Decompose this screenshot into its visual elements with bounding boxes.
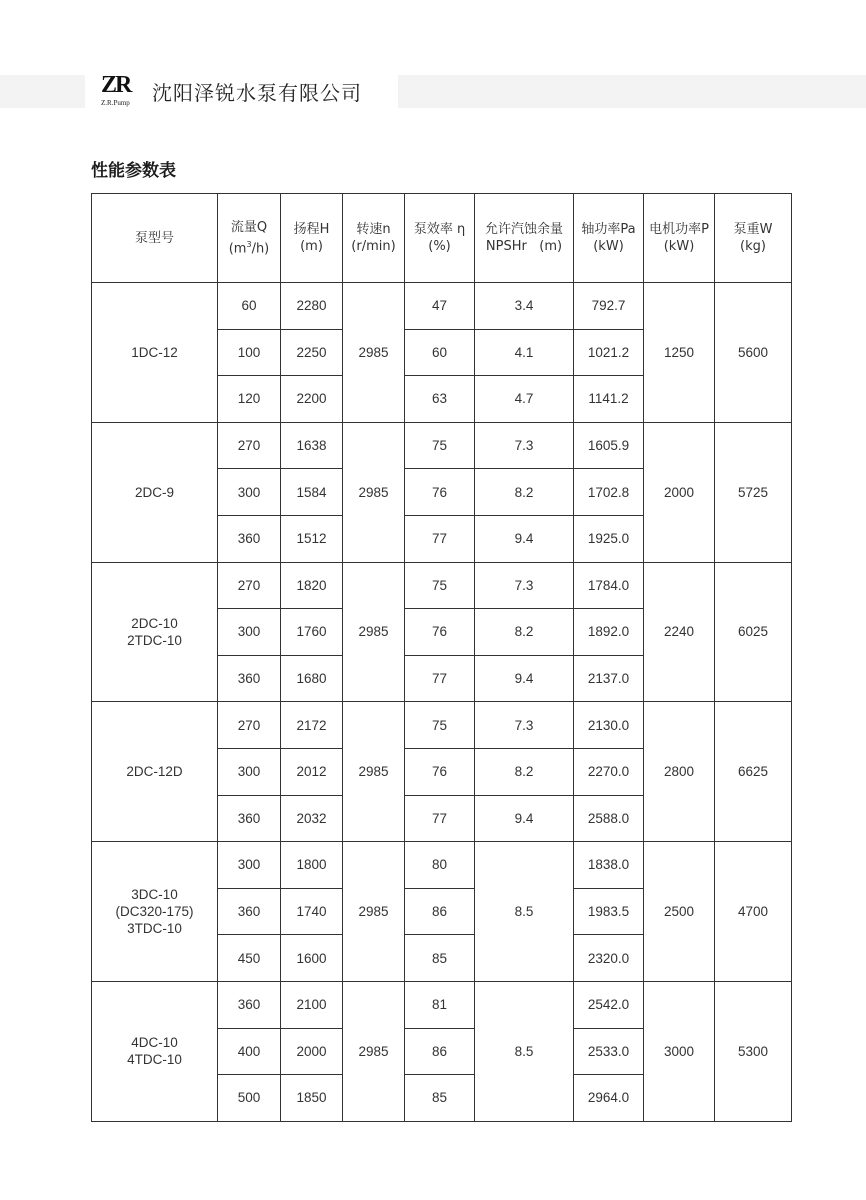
cell-flow: 300: [218, 609, 281, 656]
cell-shaft-power: 1892.0: [574, 609, 644, 656]
cell-weight: 5725: [715, 422, 792, 562]
cell-head: 1600: [281, 935, 343, 982]
cell-flow: 300: [218, 748, 281, 795]
cell-efficiency: 86: [405, 1028, 475, 1075]
col-header-flow: 流量Q $(m^3/h)$: [218, 194, 281, 283]
col-header-model: 泵型号: [92, 194, 218, 283]
cell-efficiency: 77: [405, 795, 475, 842]
table-body: [92, 283, 792, 1122]
cell-flow: 270: [218, 702, 281, 749]
cell-efficiency: 63: [405, 376, 475, 423]
cell-weight: 5300: [715, 981, 792, 1121]
logo-mark: ZR: [101, 72, 131, 98]
cell-flow: 360: [218, 515, 281, 562]
cell-flow: 360: [218, 655, 281, 702]
cell-npshr: 9.4: [475, 795, 574, 842]
cell-head: 2032: [281, 795, 343, 842]
cell-efficiency: 77: [405, 515, 475, 562]
col-header-weight: 泵重W (kg): [715, 194, 792, 283]
cell-efficiency: 76: [405, 469, 475, 516]
cell-motor-power: 2800: [644, 702, 715, 842]
col-header-npshr: 允许汽蚀余量 NPSHr (m): [475, 194, 574, 283]
cell-head: 1760: [281, 609, 343, 656]
performance-table: [91, 193, 792, 1122]
cell-flow: 120: [218, 376, 281, 423]
cell-shaft-power: 2542.0: [574, 981, 644, 1028]
cell-efficiency: 75: [405, 422, 475, 469]
cell-model: 1DC-12: [92, 283, 218, 423]
col-header-speed: 转速n (r/min): [343, 194, 405, 283]
cell-flow: 400: [218, 1028, 281, 1075]
cell-flow: 300: [218, 842, 281, 889]
cell-shaft-power: 2270.0: [574, 748, 644, 795]
cell-speed: 2985: [343, 702, 405, 842]
cell-head: 2000: [281, 1028, 343, 1075]
cell-efficiency: 60: [405, 329, 475, 376]
cell-model: 2DC-12D: [92, 702, 218, 842]
cell-flow: 360: [218, 795, 281, 842]
cell-npshr: 4.1: [475, 329, 574, 376]
cell-efficiency: 75: [405, 562, 475, 609]
table-row: [92, 702, 792, 749]
cell-npshr: 7.3: [475, 702, 574, 749]
table-row: [92, 842, 792, 889]
cell-motor-power: 1250: [644, 283, 715, 423]
cell-head: 1680: [281, 655, 343, 702]
table-row: [92, 562, 792, 609]
cell-npshr: 9.4: [475, 515, 574, 562]
cell-model: 2DC-9: [92, 422, 218, 562]
cell-flow: 450: [218, 935, 281, 982]
cell-weight: 6625: [715, 702, 792, 842]
cell-shaft-power: 1605.9: [574, 422, 644, 469]
cell-npshr: 4.7: [475, 376, 574, 423]
cell-head: 1820: [281, 562, 343, 609]
cell-efficiency: 81: [405, 981, 475, 1028]
cell-npshr: 8.5: [475, 842, 574, 982]
cell-head: 1740: [281, 888, 343, 935]
cell-shaft-power: 1838.0: [574, 842, 644, 889]
col-header-head: 扬程H (m): [281, 194, 343, 283]
cell-shaft-power: 1141.2: [574, 376, 644, 423]
cell-shaft-power: 1702.8: [574, 469, 644, 516]
cell-head: 2280: [281, 283, 343, 330]
cell-speed: 2985: [343, 842, 405, 982]
cell-efficiency: 85: [405, 1075, 475, 1122]
cell-efficiency: 47: [405, 283, 475, 330]
cell-head: 1638: [281, 422, 343, 469]
cell-shaft-power: 2533.0: [574, 1028, 644, 1075]
cell-npshr: 8.5: [475, 981, 574, 1121]
cell-npshr: 8.2: [475, 469, 574, 516]
cell-head: 2200: [281, 376, 343, 423]
company-logo: [101, 72, 147, 110]
table-header-row: [92, 194, 792, 283]
table-row: [92, 981, 792, 1028]
page-title: 性能参数表: [91, 161, 176, 181]
cell-speed: 2985: [343, 283, 405, 423]
cell-shaft-power: 792.7: [574, 283, 644, 330]
cell-flow: 500: [218, 1075, 281, 1122]
cell-head: 1850: [281, 1075, 343, 1122]
cell-head: 1512: [281, 515, 343, 562]
table-row: [92, 422, 792, 469]
cell-npshr: 8.2: [475, 609, 574, 656]
cell-head: 1584: [281, 469, 343, 516]
cell-flow: 300: [218, 469, 281, 516]
cell-shaft-power: 1925.0: [574, 515, 644, 562]
cell-weight: 4700: [715, 842, 792, 982]
cell-shaft-power: 1021.2: [574, 329, 644, 376]
company-name: 沈阳泽锐水泵有限公司: [152, 81, 362, 105]
col-header-shaft-power: 轴功率Pa (kW): [574, 194, 644, 283]
cell-head: 2250: [281, 329, 343, 376]
cell-npshr: 3.4: [475, 283, 574, 330]
cell-efficiency: 76: [405, 748, 475, 795]
cell-flow: 270: [218, 562, 281, 609]
cell-head: 2012: [281, 748, 343, 795]
cell-shaft-power: 2130.0: [574, 702, 644, 749]
cell-motor-power: 2240: [644, 562, 715, 702]
cell-motor-power: 2500: [644, 842, 715, 982]
cell-weight: 5600: [715, 283, 792, 423]
col-header-motor-power: 电机功率P (kW): [644, 194, 715, 283]
cell-shaft-power: 2588.0: [574, 795, 644, 842]
cell-model: 3DC-10 (DC320-175) 3TDC-10: [92, 842, 218, 982]
cell-shaft-power: 2320.0: [574, 935, 644, 982]
cell-flow: 100: [218, 329, 281, 376]
cell-efficiency: 86: [405, 888, 475, 935]
cell-speed: 2985: [343, 422, 405, 562]
col-header-efficiency: 泵效率 η (%): [405, 194, 475, 283]
cell-motor-power: 2000: [644, 422, 715, 562]
cell-flow: 60: [218, 283, 281, 330]
cell-speed: 2985: [343, 562, 405, 702]
cell-npshr: 7.3: [475, 422, 574, 469]
cell-efficiency: 76: [405, 609, 475, 656]
cell-weight: 6025: [715, 562, 792, 702]
cell-npshr: 7.3: [475, 562, 574, 609]
cell-efficiency: 85: [405, 935, 475, 982]
cell-motor-power: 3000: [644, 981, 715, 1121]
cell-model: 2DC-10 2TDC-10: [92, 562, 218, 702]
table-row: [92, 283, 792, 330]
cell-flow: 360: [218, 888, 281, 935]
cell-shaft-power: 2137.0: [574, 655, 644, 702]
cell-speed: 2985: [343, 981, 405, 1121]
cell-flow: 360: [218, 981, 281, 1028]
cell-efficiency: 80: [405, 842, 475, 889]
cell-head: 1800: [281, 842, 343, 889]
cell-shaft-power: 1983.5: [574, 888, 644, 935]
cell-shaft-power: 1784.0: [574, 562, 644, 609]
logo-subtitle: Z.R.Pump: [101, 99, 130, 107]
cell-shaft-power: 2964.0: [574, 1075, 644, 1122]
cell-npshr: 8.2: [475, 748, 574, 795]
cell-model: 4DC-10 4TDC-10: [92, 981, 218, 1121]
cell-head: 2172: [281, 702, 343, 749]
cell-flow: 270: [218, 422, 281, 469]
cell-efficiency: 75: [405, 702, 475, 749]
cell-npshr: 9.4: [475, 655, 574, 702]
cell-head: 2100: [281, 981, 343, 1028]
cell-efficiency: 77: [405, 655, 475, 702]
